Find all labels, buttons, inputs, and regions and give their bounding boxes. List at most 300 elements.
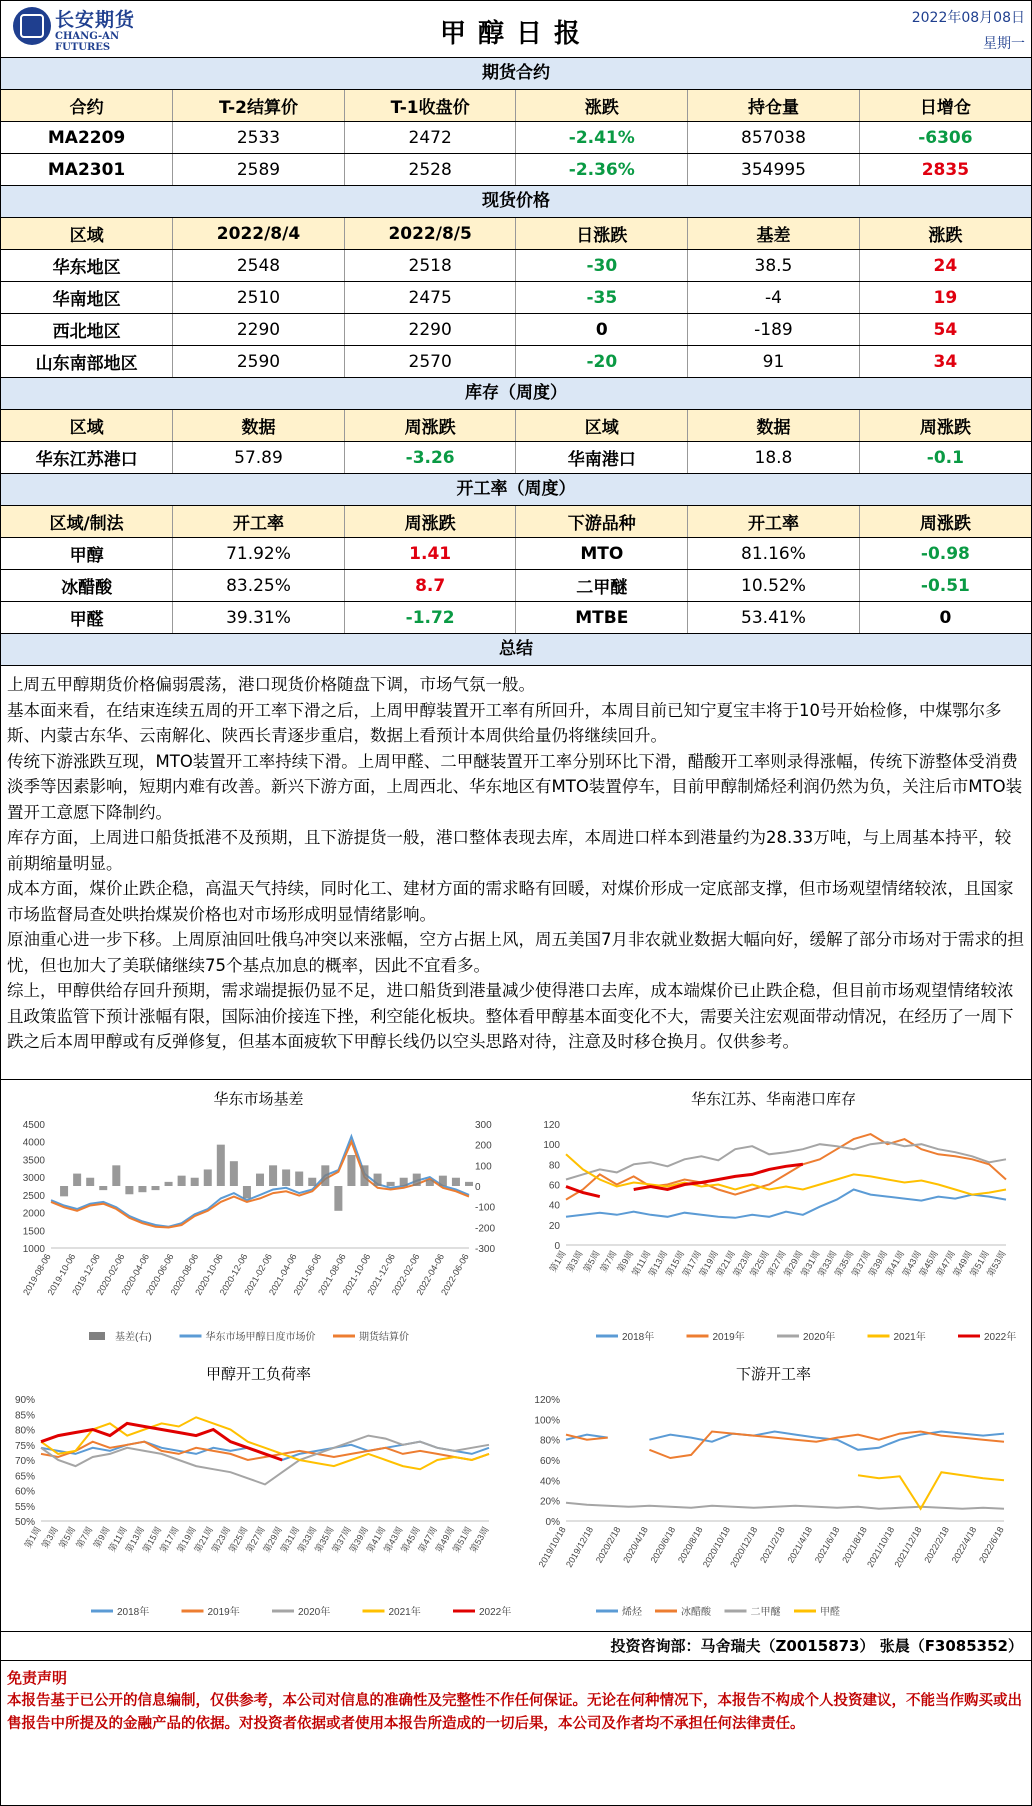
table-row [1, 122, 1031, 154]
chart-title: 下游开工率 [735, 1365, 811, 1383]
x-tick-label: 2020/10/18 [700, 1525, 732, 1570]
y2-tick-label: -300 [475, 1244, 496, 1255]
y-tick-label: 20 [548, 1220, 560, 1232]
x-tick-label: 第21周 [714, 1249, 737, 1279]
x-tick-label: 2021/4/18 [785, 1525, 815, 1565]
x-tick-label: 2020/4/18 [621, 1525, 650, 1565]
table-cell: 华东地区 [1, 250, 173, 282]
table-row [1, 282, 1031, 314]
x-tick-label: 第53周 [985, 1249, 1008, 1279]
basis-bar [334, 1186, 342, 1211]
x-tick-label: 第49周 [433, 1525, 457, 1555]
table-cell: MA2209 [1, 122, 173, 154]
x-tick-label: 第43周 [381, 1525, 405, 1555]
y2-tick-label: 300 [475, 1120, 492, 1131]
table-header-row [1, 410, 1031, 442]
y-tick-label: 70% [14, 1456, 35, 1467]
basis-bar [191, 1178, 199, 1186]
basis-bar [60, 1186, 68, 1196]
x-tick-label: 2022/6/18 [977, 1525, 1006, 1565]
x-tick-label: 2020/12/18 [728, 1525, 760, 1570]
x-tick-label: 第29周 [781, 1249, 805, 1279]
legend-label: 二甲醚 [750, 1607, 781, 1618]
table-cell: 354995 [688, 154, 860, 186]
table-cell: 81.16% [688, 538, 860, 570]
basis-bar [387, 1182, 395, 1186]
summary-text [1, 666, 1031, 1080]
y-tick-label: 100% [534, 1415, 560, 1427]
x-tick-label: 2019-08-06 [21, 1252, 53, 1297]
report-header [1, 1, 1031, 58]
y2-tick-label: -100 [475, 1202, 496, 1214]
logo-cn: 长安期货 [55, 9, 136, 31]
table-cell: 24 [859, 250, 1031, 282]
table-cell: 19 [859, 282, 1031, 314]
legend-label: 2021年 [893, 1332, 926, 1343]
x-tick-label: 2021-08-06 [316, 1252, 348, 1297]
column-header: 开工率 [688, 506, 860, 538]
legend-label: 烯烃 [622, 1607, 642, 1618]
chart-basis [1, 1080, 516, 1355]
basis-bar [426, 1180, 434, 1186]
basis-bar [138, 1186, 146, 1192]
x-tick-label: 第27周 [765, 1249, 788, 1279]
x-tick-label: 2021-10-06 [340, 1252, 373, 1297]
column-header: T-1收盘价 [344, 90, 516, 122]
table-cell: 2518 [344, 250, 516, 282]
table-cell: 38.5 [688, 250, 860, 282]
y-tick-label: 3500 [22, 1155, 45, 1167]
y-tick-label: 60% [14, 1486, 35, 1498]
chart-methanol-load [1, 1355, 516, 1630]
legend-label: 华东市场甲醇日度市场价 [205, 1332, 316, 1343]
y-tick-label: 3000 [22, 1173, 45, 1185]
operating-table [1, 506, 1031, 634]
y-tick-label: 0 [554, 1241, 560, 1252]
x-tick-label: 2019/12/18 [563, 1525, 596, 1570]
y-tick-label: 2500 [22, 1190, 45, 1202]
y2-tick-label: 0 [475, 1182, 481, 1193]
x-tick-label: 第41周 [883, 1249, 907, 1279]
basis-bar [256, 1174, 264, 1186]
table-cell: -189 [688, 314, 860, 346]
chart-title: 甲醇开工负荷率 [205, 1365, 311, 1383]
disclaimer [1, 1661, 1031, 1742]
x-tick-label: 第33周 [295, 1525, 319, 1555]
table-header-row [1, 506, 1031, 538]
x-tick-label: 2021-06-06 [291, 1252, 324, 1297]
basis-bar [99, 1186, 107, 1190]
y2-tick-label: -200 [475, 1223, 496, 1235]
y-tick-label: 80 [548, 1160, 560, 1172]
x-tick-label: 2019-10-06 [45, 1252, 78, 1297]
charts-area [1, 1080, 1031, 1632]
table-cell: 2590 [173, 346, 345, 378]
y-tick-label: 2000 [22, 1208, 45, 1220]
summary-paragraph: 库存方面，上周进口船货抵港不及预期，且下游提货一般，港口整体表现去库，本周进口样本到港量约为28.33万吨，与上周基本持平，较前期缩量明显。 [7, 828, 1012, 873]
y-tick-label: 90% [14, 1395, 35, 1406]
y-tick-label: 40 [548, 1200, 560, 1212]
table-cell: 83.25% [173, 570, 345, 602]
x-tick-label: 2019/10/18 [536, 1525, 568, 1570]
x-tick-label: 第39周 [866, 1249, 890, 1279]
spot-section-title: 现货价格 [1, 186, 1031, 218]
chart-title: 华东市场基差 [213, 1090, 304, 1108]
legend-label: 期货结算价 [359, 1332, 409, 1343]
x-tick-label: 第11周 [630, 1249, 653, 1278]
table-cell: MA2301 [1, 154, 173, 186]
table-cell: 2290 [344, 314, 516, 346]
x-tick-label: 第49周 [951, 1249, 974, 1279]
x-tick-label: 第11周 [106, 1525, 129, 1554]
x-tick-label: 2020-02-06 [94, 1252, 127, 1297]
x-tick-label: 第37周 [849, 1249, 873, 1279]
y-tick-label: 4000 [22, 1137, 45, 1149]
legend-label: 2020年 [298, 1607, 331, 1618]
series-line [566, 1190, 1006, 1218]
summary-paragraph: 传统下游涨跌互现，MTO装置开工率持续下滑。上周甲醛、二甲醚装置开工率分别环比下滑，醋酸开工率则录得涨幅，传统下游整体受消费淡季等因素影响，短期内难有改善。新兴下游方面，上周西北、华东地区有MTO装置停车，目前甲醇制烯烃利润仍然为负，关注后市MTO装置开工意愿下降制约。 [7, 751, 1023, 822]
table-cell: 2290 [173, 314, 345, 346]
column-header: 区域 [1, 410, 173, 442]
basis-bar [295, 1172, 303, 1186]
x-tick-label: 第31周 [798, 1249, 822, 1279]
y-tick-label: 75% [14, 1440, 35, 1452]
table-cell: -0.98 [859, 538, 1031, 570]
column-header: 涨跌 [859, 218, 1031, 250]
legend-label: 甲醛 [820, 1607, 840, 1618]
table-cell: -30 [516, 250, 688, 282]
x-tick-label: 第23周 [731, 1249, 754, 1279]
legend-label: 2021年 [388, 1607, 421, 1618]
table-cell: 857038 [688, 122, 860, 154]
table-cell: -35 [516, 282, 688, 314]
x-tick-label: 第25周 [748, 1249, 771, 1279]
disclaimer-text: 本报告基于已公开的信息编制，仅供参考，本公司对信息的准确性及完整性不作任何保证。无论在何种情况下，本报告不构成个人投资建议，不能当作购买或出售报告中所提及的金融产品的依据。对投资者依据或者使用本报告所造成的一切后果，本公司及作者均不承担任何法律责任。 [7, 1693, 1022, 1732]
table-cell: 8.7 [344, 570, 516, 602]
table-cell: 2548 [173, 250, 345, 282]
y-tick-label: 4500 [22, 1120, 45, 1131]
column-header: 周涨跌 [859, 410, 1031, 442]
column-header: 2022/8/5 [344, 218, 516, 250]
legend-label: 基差(右) [115, 1332, 152, 1343]
column-header: 周涨跌 [859, 506, 1031, 538]
basis-bar [73, 1174, 81, 1186]
column-header: 区域 [1, 218, 173, 250]
table-cell: 18.8 [688, 442, 860, 474]
series-line [41, 1436, 489, 1485]
table-cell: 华南地区 [1, 282, 173, 314]
y-tick-label: 65% [14, 1471, 35, 1483]
column-header: 涨跌 [516, 90, 688, 122]
chart-title: 华东江苏、华南港口库存 [690, 1090, 856, 1108]
x-tick-label: 第19周 [175, 1525, 198, 1555]
table-row [1, 442, 1031, 474]
table-row [1, 250, 1031, 282]
basis-bar [361, 1165, 369, 1186]
x-tick-label: 2020-08-06 [168, 1252, 201, 1297]
table-cell: -20 [516, 346, 688, 378]
legend-label: 冰醋酸 [681, 1607, 711, 1618]
basis-bar [269, 1165, 277, 1186]
column-header: 区域 [516, 410, 688, 442]
basis-bar [282, 1169, 290, 1186]
disclaimer-title: 免责声明 [7, 1669, 68, 1687]
column-header: 持仓量 [688, 90, 860, 122]
legend-label: 2022年 [984, 1332, 1017, 1343]
table-cell: 2528 [344, 154, 516, 186]
basis-bar [452, 1178, 460, 1186]
column-header: 基差 [688, 218, 860, 250]
x-tick-label: 第29周 [261, 1525, 284, 1555]
summary-paragraph: 原油重心进一步下移。上周原油回吐俄乌冲突以来涨幅，空方占据上风，周五美国7月非农就业数据大幅向好，缓解了部分市场对于需求的担忧，但也加大了美联储继续75个基点加息的概率，因此不宜看多。 [7, 930, 1024, 975]
x-tick-label: 第47周 [416, 1525, 440, 1555]
y-tick-label: 80% [14, 1425, 35, 1437]
x-tick-label: 第47周 [934, 1249, 957, 1279]
x-tick-label: 2020-12-06 [217, 1252, 250, 1297]
x-tick-label: 第13周 [646, 1249, 670, 1279]
table-cell: 1.41 [344, 538, 516, 570]
table-row [1, 602, 1031, 634]
x-tick-label: 第53周 [468, 1525, 491, 1555]
logo-en: CHANG-AN FUTURES [55, 31, 120, 53]
basis-bar [178, 1176, 186, 1186]
basis-bar [86, 1178, 94, 1186]
x-tick-label: 2021/10/18 [865, 1525, 897, 1570]
basis-bar [308, 1178, 316, 1186]
futures-section-title: 期货合约 [1, 58, 1031, 90]
x-tick-label: 第9周 [615, 1249, 636, 1274]
x-tick-label: 第51周 [968, 1249, 991, 1279]
table-cell: MTBE [516, 602, 688, 634]
y-tick-label: 50% [14, 1517, 35, 1528]
basis-bar [321, 1165, 329, 1186]
y-tick-label: 100 [543, 1140, 560, 1152]
x-tick-label: 2020/6/18 [648, 1525, 678, 1565]
column-header: 数据 [173, 410, 345, 442]
x-tick-label: 2020/2/18 [593, 1525, 623, 1565]
table-cell: 甲醇 [1, 538, 173, 570]
inventory-section-title: 库存（周度） [1, 378, 1031, 410]
table-cell: 2589 [173, 154, 345, 186]
y-tick-label: 80% [539, 1435, 560, 1447]
legend-swatch [89, 1332, 105, 1340]
x-tick-label: 2022-06-06 [439, 1252, 471, 1297]
legend-label: 2022年 [479, 1607, 512, 1618]
x-tick-label: 第35周 [832, 1249, 856, 1279]
column-header: 数据 [688, 410, 860, 442]
basis-bar [125, 1186, 133, 1194]
table-cell: 2533 [173, 122, 345, 154]
basis-bar [112, 1165, 120, 1186]
column-header: 合约 [1, 90, 173, 122]
table-cell: -2.41% [516, 122, 688, 154]
x-tick-label: 第1周 [22, 1525, 43, 1550]
table-cell: 二甲醚 [516, 570, 688, 602]
table-row [1, 154, 1031, 186]
summary-paragraph: 成本方面，煤价止跌企稳，高温天气持续，同时化工、建材方面的需求略有回暖，对煤价形成一定底部支撑，但市场观望情绪较浓，且国家市场监督局查处哄抬煤炭价格也对市场形成明显情绪影响。 [7, 879, 1014, 924]
x-tick-label: 2022-02-06 [389, 1252, 422, 1297]
x-tick-label: 第19周 [697, 1249, 721, 1279]
chart-downstream-load [516, 1355, 1031, 1630]
x-tick-label: 第9周 [91, 1525, 112, 1550]
column-header: 日增仓 [859, 90, 1031, 122]
x-tick-label: 第1周 [547, 1249, 568, 1274]
table-cell: -3.26 [344, 442, 516, 474]
y-tick-label: 55% [14, 1501, 35, 1513]
x-tick-label: 第35周 [312, 1525, 336, 1555]
summary-paragraph: 上周五甲醇期货价格偏弱震荡，港口现货价格随盘下调，市场气氛一般。 [7, 675, 535, 694]
y-tick-label: 85% [14, 1410, 35, 1422]
table-cell: 57.89 [173, 442, 345, 474]
x-tick-label: 第15周 [663, 1249, 687, 1279]
report-date: 2022年08月08日 [911, 10, 1025, 26]
x-tick-label: 2022/4/18 [949, 1525, 979, 1565]
x-tick-label: 2021/6/18 [812, 1525, 842, 1565]
summary-paragraph: 基本面来看，在结束连续五周的开工率下滑之后，上周甲醇装置开工率有所回升，本周目前已知宁夏宝丰将于10号开始检修，中煤鄂尔多斯、内蒙古东华、云南解化、陕西长青逐步重启，数据上看预计本周供给量仍将继续回升。 [7, 700, 1002, 745]
table-cell: 34 [859, 346, 1031, 378]
basis-bar [152, 1186, 160, 1190]
column-header: 开工率 [173, 506, 345, 538]
table-cell: 91 [688, 346, 860, 378]
table-cell: 53.41% [688, 602, 860, 634]
table-cell: MTO [516, 538, 688, 570]
y2-tick-label: 200 [475, 1140, 492, 1152]
x-tick-label: 第21周 [192, 1525, 216, 1555]
y-tick-label: 20% [539, 1496, 560, 1508]
legend-label: 2019年 [207, 1607, 240, 1618]
x-tick-label: 2021-04-06 [266, 1252, 299, 1297]
x-tick-label: 第15周 [140, 1525, 164, 1555]
x-tick-label: 第7周 [598, 1249, 619, 1274]
spot-table [1, 218, 1031, 378]
x-tick-label: 第43周 [900, 1249, 924, 1279]
basis-bar [243, 1186, 251, 1198]
table-cell: 10.52% [688, 570, 860, 602]
series-line [566, 1432, 1004, 1459]
chart-inventory [516, 1080, 1031, 1355]
x-tick-label: 第37周 [330, 1525, 353, 1555]
y-tick-label: 1000 [22, 1244, 45, 1255]
futures-table [1, 90, 1031, 186]
table-row [1, 346, 1031, 378]
x-tick-label: 第31周 [278, 1525, 302, 1555]
summary-section-title: 总结 [1, 634, 1031, 666]
table-row [1, 570, 1031, 602]
basis-bar [374, 1174, 382, 1186]
basis-bar [413, 1174, 421, 1186]
table-cell: 0 [516, 314, 688, 346]
legend-label: 2018年 [117, 1607, 150, 1618]
report-weekday: 星期一 [983, 36, 1025, 52]
table-cell: -4 [688, 282, 860, 314]
y-tick-label: 60 [548, 1180, 560, 1192]
table-cell: 冰醋酸 [1, 570, 173, 602]
table-cell: 54 [859, 314, 1031, 346]
x-tick-label: 第45周 [917, 1249, 941, 1279]
x-tick-label: 2020-10-06 [193, 1252, 225, 1297]
column-header: 2022/8/4 [173, 218, 345, 250]
x-tick-label: 2021-02-06 [242, 1252, 275, 1297]
basis-bar [230, 1161, 238, 1186]
legend-label: 2019年 [712, 1332, 745, 1343]
legend-label: 2018年 [622, 1332, 655, 1343]
x-tick-label: 第51周 [450, 1525, 474, 1555]
basis-bar [347, 1155, 355, 1186]
series-line [858, 1472, 1004, 1509]
table-cell: 西北地区 [1, 314, 173, 346]
table-cell: 2472 [344, 122, 516, 154]
y-tick-label: 120 [543, 1120, 560, 1131]
x-tick-label: 第3周 [39, 1525, 60, 1550]
table-cell: -0.51 [859, 570, 1031, 602]
column-header: T-2结算价 [173, 90, 345, 122]
summary-paragraph: 综上，甲醇供给存回升预期，需求端提振仍显不足，进口船货到港量减少使得港口去库，成本端煤价已止跌企稳，但目前市场观望情绪较浓且政策监管下预计涨幅有限，国际油价接连下挫，利空能化板块。整体看甲醇基本面变化不大，需要关注宏观面带动情况，在经历了一周下跌之后本周甲醇或有反弹修复，但基本面疲软下甲醇长线仍以空头思路对待，注意及时移仓换月。仅供参考。 [7, 981, 1014, 1051]
basis-bar [217, 1145, 225, 1186]
table-cell: 71.92% [173, 538, 345, 570]
column-header: 日涨跌 [516, 218, 688, 250]
basis-bar [439, 1176, 447, 1186]
y2-tick-label: 100 [475, 1161, 492, 1173]
basis-bar [465, 1182, 473, 1186]
table-row [1, 538, 1031, 570]
x-tick-label: 第33周 [815, 1249, 839, 1279]
table-header-row [1, 218, 1031, 250]
table-cell: 2835 [859, 154, 1031, 186]
x-tick-label: 2020/8/18 [675, 1525, 705, 1565]
series-line [566, 1503, 1004, 1509]
operating-section-title: 开工率（周度） [1, 474, 1031, 506]
x-tick-label: 2022/2/18 [922, 1525, 951, 1565]
x-tick-label: 2021/8/18 [840, 1525, 869, 1565]
table-cell: 0 [859, 602, 1031, 634]
x-tick-label: 2019-12-06 [70, 1252, 102, 1297]
table-cell: -6306 [859, 122, 1031, 154]
x-tick-label: 2022-04-06 [414, 1252, 447, 1297]
table-cell: 甲醛 [1, 602, 173, 634]
column-header: 周涨跌 [344, 506, 516, 538]
basis-bar [204, 1169, 212, 1186]
x-tick-label: 第5周 [581, 1249, 602, 1274]
table-cell: 华东江苏港口 [1, 442, 173, 474]
x-tick-label: 第17周 [680, 1249, 704, 1279]
column-header: 周涨跌 [344, 410, 516, 442]
table-cell: -2.36% [516, 154, 688, 186]
table-header-row [1, 90, 1031, 122]
y-tick-label: 0% [545, 1517, 560, 1528]
x-tick-label: 第27周 [244, 1525, 267, 1555]
x-tick-label: 2020-04-06 [119, 1252, 152, 1297]
basis-bar [165, 1182, 173, 1186]
x-tick-label: 第23周 [209, 1525, 233, 1555]
inventory-table [1, 410, 1031, 474]
x-tick-label: 第5周 [57, 1525, 78, 1550]
x-tick-label: 第39周 [347, 1525, 371, 1555]
basis-bar [400, 1178, 408, 1186]
y-tick-label: 1500 [22, 1226, 45, 1238]
table-cell: -0.1 [859, 442, 1031, 474]
table-cell: 2510 [173, 282, 345, 314]
column-header: 区域/制法 [1, 506, 173, 538]
table-cell: 2570 [344, 346, 516, 378]
table-cell: 山东南部地区 [1, 346, 173, 378]
legend-label: 2020年 [803, 1332, 836, 1343]
y-tick-label: 120% [534, 1395, 560, 1406]
x-tick-label: 第17周 [157, 1525, 181, 1555]
x-tick-label: 第7周 [74, 1525, 95, 1550]
x-tick-label: 2020-06-06 [143, 1252, 176, 1297]
table-cell: 2475 [344, 282, 516, 314]
table-cell: 华南港口 [516, 442, 688, 474]
